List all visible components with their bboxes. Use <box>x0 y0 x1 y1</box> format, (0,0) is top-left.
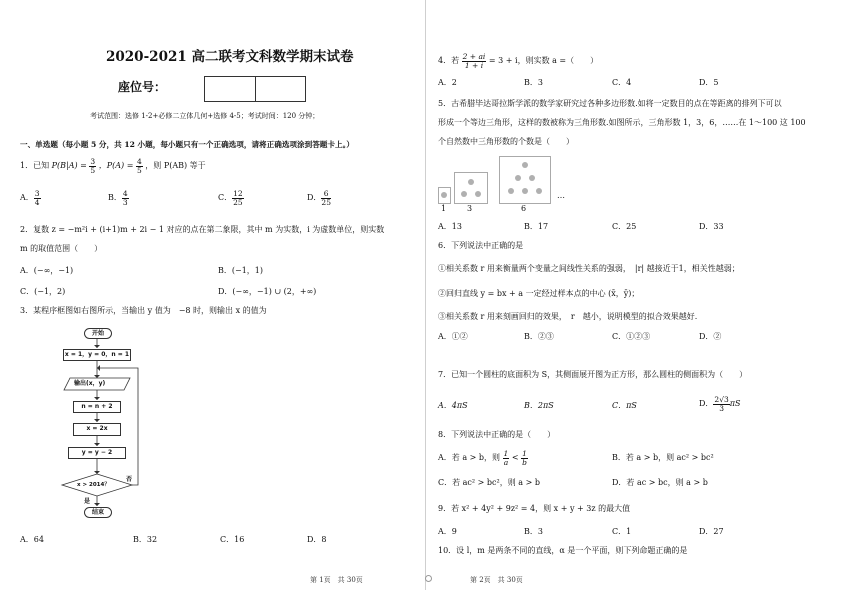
question-9-stem: 9．若 x² + 4y² + 9z² = 4，则 x + y + 3z 的最大值 <box>438 504 631 513</box>
exam-info: 考试范围：选修 1-2+必修二立体几何+选修 4-5；考试时间：120 分钟； <box>90 112 320 120</box>
question-4-stem: 4．若 $\frac{2 + ai}{1 + i}$ = 3 + i，则实数 a =（ ） <box>438 51 599 70</box>
question-6-option-c[interactable]: C．①②③ <box>612 332 651 341</box>
question-6-statement-1: ①相关系数 r 用来衡量两个变量之间线性关系的强弱， |r| 越接近于1，相关性越弱； <box>438 264 740 273</box>
question-8-stem: 8．下列说法中正确的是（ ） <box>438 430 556 439</box>
section-heading: 一、单选题（每小题 5 分，共 12 小题，每小题只有一个正确选项，请将正确选项涂到答题卡上。） <box>20 140 354 149</box>
question-4-option-c[interactable]: C．4 <box>612 78 632 87</box>
question-5-option-a[interactable]: A．13 <box>438 222 462 231</box>
question-9-option-a[interactable]: A．9 <box>438 527 457 536</box>
question-8-option-d[interactable]: D．若 ac > bc，则 a > b <box>612 478 708 487</box>
figure-label-1: 1 <box>441 204 447 213</box>
question-2-option-a[interactable]: A．(−∞，−1) <box>20 266 74 275</box>
question-4-option-d[interactable]: D．5 <box>699 78 719 87</box>
flowchart-condition-label: x > 2014？ <box>77 482 110 488</box>
question-1-stem: 1．已知 P(B|A) = $\frac{3}{5}$ ，P(A) = $\frac{4}{5}$ ，则 P(AB) 等于 <box>20 156 206 175</box>
flowchart-init-box: x = 1，y = 0，n = 1 <box>63 349 131 361</box>
question-7-option-c[interactable]: C．πS <box>612 401 637 410</box>
exam-title: 2020-2021 高二联考文科数学期末试卷 <box>106 49 354 65</box>
question-3-option-d[interactable]: D．8 <box>307 535 327 544</box>
seat-label: 座位号： <box>118 80 167 94</box>
question-3-option-a[interactable]: A．64 <box>20 535 44 544</box>
left-page-footer: 第 1页 共 30页 <box>310 576 363 584</box>
question-5-option-b[interactable]: B．17 <box>524 222 549 231</box>
question-7-stem: 7．已知一个圆柱的底面积为 S，其侧面展开图为正方形，那么圆柱的侧面积为（ ） <box>438 370 748 379</box>
figure-label-6: 6 <box>521 204 527 213</box>
question-5-option-c[interactable]: C．25 <box>612 222 637 231</box>
question-2-line-2: m 的取值范围（ ） <box>20 244 103 253</box>
question-5-line-1: 5．古希腊毕达哥拉斯学派的数学家研究过各种多边形数.如将一定数目的点在等距离的排列下可以 <box>438 99 782 108</box>
question-9-option-d[interactable]: D．27 <box>699 527 724 536</box>
figure-label-3: 3 <box>467 204 473 213</box>
flowchart-end: 结束 <box>84 507 112 518</box>
question-7-option-d[interactable]: D． $\frac{2√3}{3}$ πS <box>699 394 741 413</box>
question-1-option-b[interactable]: B． $\frac{4}{3}$ <box>108 188 128 207</box>
question-2-option-d[interactable]: D．(−∞，−1) ∪ (2，+∞) <box>218 287 317 296</box>
question-9-option-b[interactable]: B．3 <box>524 527 543 536</box>
question-10-stem: 10．设 l，m 是两条不同的直线，α 是一个平面，则下列命题正确的是 <box>438 546 688 555</box>
triangle-number-figure-6 <box>499 156 551 204</box>
question-5-line-3: 个自然数中三角形数的个数是（ ） <box>438 137 574 146</box>
flowchart-no-label: 否 <box>126 476 133 483</box>
right-page-footer: 第 2页 共 30页 <box>470 576 523 584</box>
question-8-option-c[interactable]: C．若 ac² > bc²，则 a > b <box>438 478 540 487</box>
question-1-option-c[interactable]: C． $\frac{12}{25}$ <box>218 188 243 207</box>
question-6-option-a[interactable]: A．①② <box>438 332 468 341</box>
flowchart-y-box: y = y − 2 <box>68 447 126 459</box>
question-9-option-c[interactable]: C．1 <box>612 527 632 536</box>
question-2-option-c[interactable]: C．(−1，2) <box>20 287 66 296</box>
question-5-option-d[interactable]: D．33 <box>699 222 724 231</box>
flowchart-output-label: 输出(x，y) <box>74 380 106 387</box>
question-6-option-b[interactable]: B．②③ <box>524 332 554 341</box>
question-8-option-b[interactable]: B．若 a > b，则 ac² > bc² <box>612 453 714 462</box>
question-3-option-c[interactable]: C．16 <box>220 535 245 544</box>
question-7-option-a[interactable]: A．4πS <box>438 401 468 410</box>
flowchart-start: 开始 <box>84 328 112 339</box>
question-4-option-a[interactable]: A．2 <box>438 78 457 87</box>
question-5-line-2: 形成一个等边三角形，这样的数被称为三角形数.如图所示，三角形数 1，3，6，……在 1～100 这 100 <box>438 118 806 127</box>
left-page <box>0 0 424 607</box>
seat-number-box[interactable] <box>204 76 306 102</box>
question-1-option-d[interactable]: D． $\frac{6}{25}$ <box>307 188 331 207</box>
triangle-number-figure-1 <box>438 187 451 204</box>
question-4-option-b[interactable]: B．3 <box>524 78 543 87</box>
program-flowchart <box>60 326 210 526</box>
question-6-option-d[interactable]: D．② <box>699 332 722 341</box>
flowchart-n-box: n = n + 2 <box>73 401 121 413</box>
question-6-statement-2: ②回归直线 y = bx + a 一定经过样本点的中心 (x̄，ȳ)； <box>438 289 640 298</box>
question-6-statement-3: ③相关系数 r 用来刻画回归的效果， r 越小，说明模型的拟合效果越好. <box>438 312 698 321</box>
question-6-stem: 6．下列说法中正确的是 <box>438 241 524 250</box>
question-7-option-b[interactable]: B．2πS <box>524 401 554 410</box>
flowchart-yes-label: 是 <box>84 498 91 505</box>
right-page <box>426 0 860 607</box>
question-1-option-a[interactable]: A． $\frac{3}{4}$ <box>20 188 40 207</box>
question-2-line-1: 2．复数 z = −m²i + (i+1)m + 2i − 1 对应的点在第二象限，其中 m 为实数，i 为虚数单位，则实数 <box>20 225 385 234</box>
question-3-stem: 3．某程序框图如右图所示，当输出 y 值为 −8 时，则输出 x 的值为 <box>20 306 267 315</box>
question-2-option-b[interactable]: B．(−1，1) <box>218 266 264 275</box>
question-8-option-a[interactable]: A．若 a > b，则 $\frac{1}{a}$ < $\frac{1}{b}$ <box>438 448 527 467</box>
figure-ellipsis: … <box>557 191 565 200</box>
triangle-number-figure-3 <box>454 172 488 204</box>
question-3-option-b[interactable]: B．32 <box>133 535 158 544</box>
flowchart-x-box: x = 2x <box>73 423 121 436</box>
